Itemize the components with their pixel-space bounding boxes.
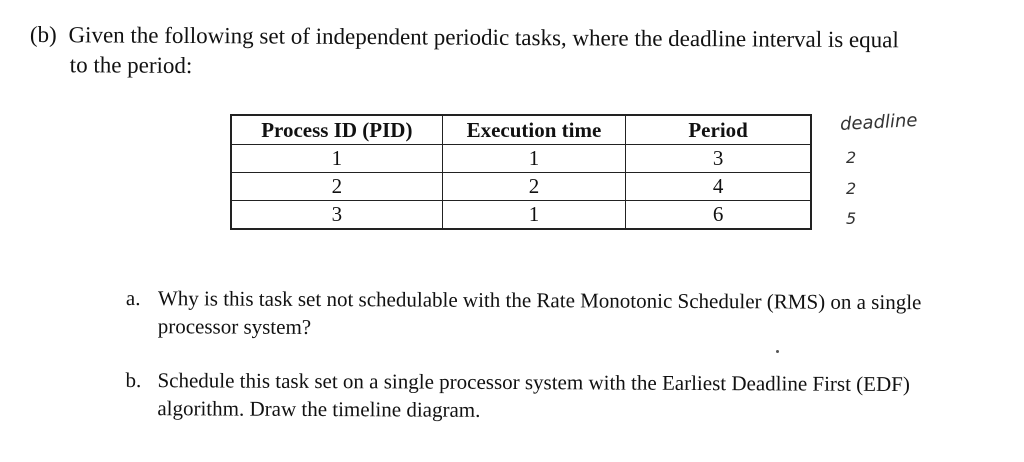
question-text: Why is this task set not schedulable with the Rate Monotonic Scheduler (RMS) on a single processor system? xyxy=(157,286,922,339)
header-pid: Process ID (PID) xyxy=(231,115,442,145)
handwritten-deadline-value: 2 xyxy=(846,179,857,198)
question-text: Schedule this task set on a single processor system with the Earliest Deadline First (EDF) algorithm. Draw the timeline diagram. xyxy=(157,368,910,422)
table-row xyxy=(231,145,811,173)
header-execution-time: Execution time xyxy=(442,115,625,145)
task-table xyxy=(230,114,812,230)
question-label: a. xyxy=(125,285,141,311)
table-header-row xyxy=(231,115,811,145)
question-label: b. xyxy=(125,367,142,393)
scan-speck xyxy=(776,350,779,353)
cell-period: 6 xyxy=(626,201,811,230)
question-a xyxy=(126,284,996,345)
cell-execution-time: 1 xyxy=(442,201,625,230)
handwritten-deadline-header: deadline xyxy=(839,109,918,136)
intro-line-1: Given the following set of independent periodic tasks, where the deadline interval is equal xyxy=(68,22,899,53)
cell-execution-time: 2 xyxy=(442,173,625,201)
cell-period: 3 xyxy=(626,145,811,173)
table-row xyxy=(231,201,811,230)
handwritten-deadline-value: 5 xyxy=(846,209,857,228)
question-b xyxy=(125,366,995,427)
cell-period: 4 xyxy=(626,173,811,201)
table-row xyxy=(231,173,811,201)
cell-execution-time: 1 xyxy=(442,145,625,173)
cell-pid: 2 xyxy=(231,173,442,201)
cell-pid: 1 xyxy=(231,145,442,173)
handwritten-deadline-value: 2 xyxy=(846,148,857,167)
cell-pid: 3 xyxy=(231,201,442,230)
questions xyxy=(125,284,996,453)
intro-line-2: to the period: xyxy=(69,52,193,78)
problem-intro xyxy=(30,20,1000,86)
header-period: Period xyxy=(626,115,811,145)
part-label: (b) xyxy=(29,21,57,48)
